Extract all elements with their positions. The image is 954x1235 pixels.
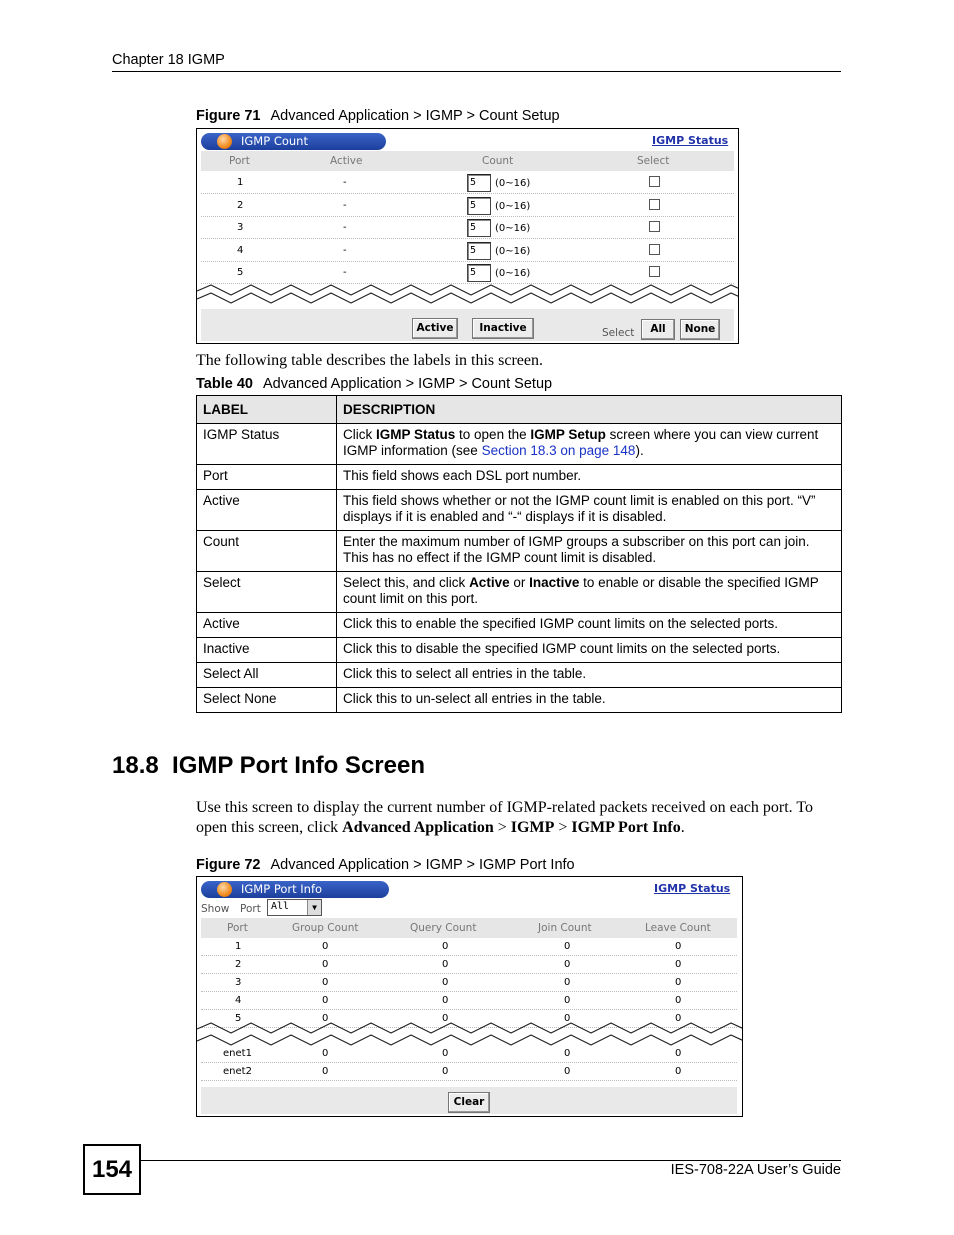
row-group-count: 0 — [322, 1013, 329, 1024]
row-query-count: 0 — [442, 959, 449, 970]
row-label: Active — [197, 613, 337, 638]
count-input[interactable]: 5 — [467, 242, 491, 260]
col-query-count: Query Count — [410, 922, 477, 934]
row-label: Count — [197, 531, 337, 572]
para-text: . — [680, 819, 685, 836]
row-port: 2 — [237, 199, 244, 211]
table-title: Advanced Application > IGMP > Count Setup — [262, 376, 553, 392]
row-port: enet1 — [223, 1048, 252, 1059]
desc-text: to open the — [455, 427, 531, 442]
col-group-count: Group Count — [292, 922, 359, 934]
intro-paragraph: The following table describes the labels in this screen. — [196, 352, 544, 369]
ui-title-bar — [201, 133, 386, 150]
para-text: Use this screen to display the current number of IGMP-related packets received on each port. To open this screen, click — [196, 799, 814, 836]
count-table-header — [201, 151, 734, 171]
igmp-count-screenshot — [196, 128, 739, 344]
row-description: Enter the maximum number of IGMP groups a subscriber on this port can join. This has no effect if the IGMP count limit is disabled. — [337, 531, 842, 572]
footer-rule — [141, 1160, 841, 1161]
desc-bold: Active — [469, 575, 510, 590]
orb-icon — [217, 882, 232, 897]
igmp-port-info-screenshot — [196, 876, 743, 1117]
table-row — [197, 424, 842, 465]
desc-text: or — [509, 575, 530, 590]
table-row — [197, 490, 842, 531]
row-group-count: 0 — [322, 995, 329, 1006]
select-checkbox[interactable] — [649, 244, 660, 255]
table-row — [197, 663, 842, 688]
desc-text: Select this, and click — [343, 575, 470, 590]
figure-number: Figure 71 — [196, 108, 261, 124]
count-range: (0~16) — [495, 268, 531, 279]
row-label: Port — [197, 465, 337, 490]
row-port: 4 — [237, 244, 244, 256]
count-input[interactable]: 5 — [467, 219, 491, 237]
row-join-count: 0 — [564, 1066, 571, 1077]
col-port: Port — [227, 922, 248, 934]
desc-text: ). — [635, 443, 644, 458]
row-port: 5 — [235, 1013, 242, 1024]
col-select: Select — [637, 155, 670, 167]
row-leave-count: 0 — [675, 1066, 682, 1077]
row-active: - — [343, 222, 347, 233]
port-select-value: All — [271, 901, 290, 912]
count-row — [201, 172, 734, 194]
para-text: > — [493, 819, 511, 836]
row-port: 1 — [237, 177, 244, 188]
desc-bold: IGMP Status — [376, 427, 456, 442]
count-range: (0~16) — [495, 223, 531, 234]
figure-71-caption — [196, 108, 560, 124]
select-checkbox[interactable] — [649, 176, 660, 187]
row-active: - — [343, 199, 347, 211]
port-info-table-header — [201, 918, 737, 938]
row-label: IGMP Status — [197, 424, 337, 465]
figure-72-caption — [196, 857, 575, 873]
row-port: 5 — [237, 267, 244, 278]
row-join-count: 0 — [564, 941, 571, 952]
row-active: - — [343, 267, 347, 278]
row-join-count: 0 — [564, 977, 571, 988]
ui-title-bar — [201, 881, 389, 898]
row-leave-count: 0 — [675, 1013, 682, 1024]
desc-text: screen where you can view current IGMP information (see — [343, 427, 819, 458]
igmp-status-link[interactable]: IGMP Status — [654, 882, 731, 895]
table-row — [197, 531, 842, 572]
row-leave-count: 0 — [675, 941, 682, 952]
active-button[interactable]: Active — [412, 318, 458, 339]
row-description: Click this to select all entries in the table. — [337, 663, 842, 688]
row-group-count: 0 — [322, 977, 329, 988]
row-description: Click this to enable the specified IGMP count limits on the selected ports. — [337, 613, 842, 638]
port-info-row — [201, 938, 737, 956]
chapter-header: Chapter 18 IGMP — [112, 52, 225, 68]
count-input[interactable]: 5 — [467, 174, 491, 192]
row-description: Click this to disable the specified IGMP count limits on the selected ports. — [337, 638, 842, 663]
row-leave-count: 0 — [675, 977, 682, 988]
row-description — [337, 424, 842, 465]
row-query-count: 0 — [442, 941, 449, 952]
para-text: > — [554, 819, 572, 836]
row-leave-count: 0 — [675, 959, 682, 970]
row-query-count: 0 — [442, 1066, 449, 1077]
row-port: 2 — [235, 959, 242, 970]
row-label: Active — [197, 490, 337, 531]
count-row — [201, 195, 734, 217]
row-active: - — [343, 177, 347, 188]
select-label: Select — [602, 327, 635, 339]
figure-number: Figure 72 — [196, 857, 261, 873]
row-label: Select — [197, 572, 337, 613]
count-range: (0~16) — [495, 178, 531, 189]
inactive-button[interactable]: Inactive — [472, 318, 534, 339]
break-zigzag — [197, 279, 739, 311]
guide-title: IES-708-22A User’s Guide — [670, 1162, 841, 1178]
table-40-caption — [196, 376, 552, 392]
row-description: Click this to un-select all entries in the table. — [337, 688, 842, 713]
port-info-row — [201, 992, 737, 1010]
row-port: 4 — [235, 995, 242, 1006]
select-checkbox[interactable] — [649, 221, 660, 232]
para-bold: Advanced Application — [342, 819, 494, 836]
label-description-table — [196, 395, 842, 713]
port-select[interactable] — [267, 899, 322, 916]
row-query-count: 0 — [442, 1013, 449, 1024]
port-info-row — [201, 1045, 737, 1063]
row-group-count: 0 — [322, 1066, 329, 1077]
row-label: Inactive — [197, 638, 337, 663]
port-info-row — [201, 974, 737, 992]
row-description: This field shows whether or not the IGMP count limit is enabled on this port. “V” displays if it is enabled and “-“ displays if it is disabled. — [337, 490, 842, 531]
table-row — [197, 688, 842, 713]
row-query-count: 0 — [442, 995, 449, 1006]
section-heading: 18.8 IGMP Port Info Screen — [112, 752, 425, 779]
desc-bold: Inactive — [529, 575, 580, 590]
row-leave-count: 0 — [675, 1048, 682, 1059]
row-description: This field shows each DSL port number. — [337, 465, 842, 490]
count-row — [201, 217, 734, 239]
select-checkbox[interactable] — [649, 199, 660, 210]
col-join-count: Join Count — [538, 922, 592, 934]
table-row — [197, 613, 842, 638]
count-input[interactable]: 5 — [467, 197, 491, 215]
desc-text: to enable or disable the specified IGMP count limit on this port. — [343, 575, 819, 606]
section-link[interactable]: Section 18.3 on page 148 — [481, 443, 636, 458]
show-label: Show — [201, 903, 230, 915]
row-leave-count: 0 — [675, 995, 682, 1006]
row-group-count: 0 — [322, 1048, 329, 1059]
clear-button[interactable]: Clear — [448, 1092, 490, 1113]
port-label: Port — [240, 903, 261, 915]
port-info-row — [201, 956, 737, 974]
para-bold: IGMP — [510, 819, 555, 836]
row-port: 3 — [235, 977, 242, 988]
orb-icon — [217, 134, 232, 149]
col-leave-count: Leave Count — [645, 922, 711, 934]
row-join-count: 0 — [564, 1013, 571, 1024]
col-active: Active — [330, 155, 363, 167]
section-paragraph — [196, 798, 841, 838]
select-all-button[interactable]: All — [641, 319, 675, 340]
row-query-count: 0 — [442, 1048, 449, 1059]
row-group-count: 0 — [322, 959, 329, 970]
row-group-count: 0 — [322, 941, 329, 952]
ui-title: IGMP Port Info — [241, 882, 323, 896]
count-input[interactable]: 5 — [467, 264, 491, 282]
page-number: 154 — [83, 1144, 141, 1195]
col-count: Count — [482, 155, 514, 167]
count-range: (0~16) — [495, 200, 531, 212]
row-port: 1 — [235, 941, 242, 952]
chevron-down-icon: ▼ — [307, 900, 321, 915]
figure-title: Advanced Application > IGMP > IGMP Port Info — [270, 857, 575, 873]
igmp-status-link[interactable]: IGMP Status — [652, 134, 729, 147]
desc-text: Click — [343, 427, 376, 442]
row-port: enet2 — [223, 1066, 252, 1077]
row-label: Select All — [197, 663, 337, 688]
row-join-count: 0 — [564, 959, 571, 970]
select-checkbox[interactable] — [649, 266, 660, 277]
row-description — [337, 572, 842, 613]
table-row — [197, 572, 842, 613]
ui-title: IGMP Count — [241, 134, 308, 148]
row-join-count: 0 — [564, 995, 571, 1006]
header-description: DESCRIPTION — [337, 396, 842, 424]
row-join-count: 0 — [564, 1048, 571, 1059]
table-header-row — [197, 396, 842, 424]
header-rule — [112, 71, 841, 72]
table-row — [197, 465, 842, 490]
count-range: (0~16) — [495, 245, 531, 257]
col-port: Port — [229, 155, 250, 167]
header-label: LABEL — [197, 396, 337, 424]
table-number: Table 40 — [196, 376, 253, 392]
figure-title: Advanced Application > IGMP > Count Setup — [270, 108, 560, 124]
table-row — [197, 638, 842, 663]
row-port: 3 — [237, 222, 244, 233]
select-none-button[interactable]: None — [680, 319, 720, 340]
para-bold: IGMP Port Info — [571, 819, 681, 836]
row-active: - — [343, 244, 347, 256]
row-label: Select None — [197, 688, 337, 713]
count-row — [201, 240, 734, 262]
desc-bold: IGMP Setup — [530, 427, 606, 442]
port-info-row — [201, 1063, 737, 1081]
row-query-count: 0 — [442, 977, 449, 988]
